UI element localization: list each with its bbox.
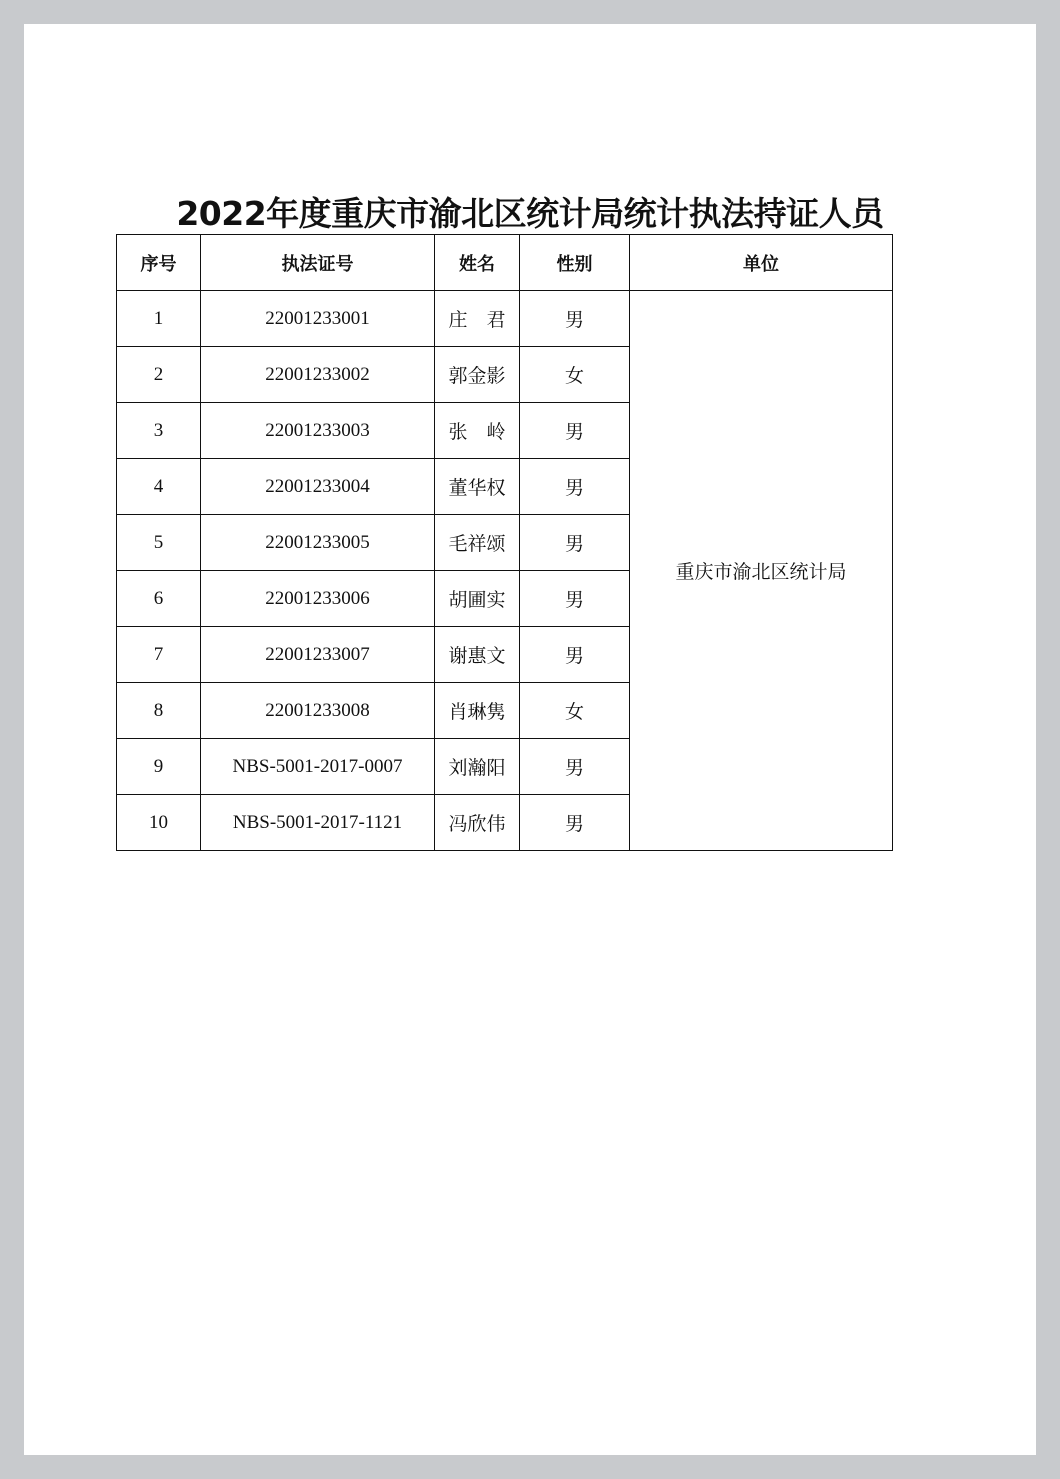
table-header-row [117, 235, 893, 291]
cell-cert-no: 22001233005 [201, 515, 435, 571]
cell-name: 肖琳隽 [435, 683, 520, 739]
cell-gender: 男 [520, 739, 630, 795]
cell-index: 5 [117, 515, 201, 571]
cell-cert-no: 22001233003 [201, 403, 435, 459]
personnel-table [116, 234, 893, 851]
cell-index: 4 [117, 459, 201, 515]
cell-cert-no: NBS-5001-2017-0007 [201, 739, 435, 795]
cell-gender: 男 [520, 627, 630, 683]
header-name: 姓名 [435, 235, 520, 291]
cell-gender: 男 [520, 515, 630, 571]
header-cert-no: 执法证号 [201, 235, 435, 291]
cell-name: 谢惠文 [435, 627, 520, 683]
table-row [117, 291, 893, 347]
cell-gender: 男 [520, 571, 630, 627]
cell-cert-no: 22001233004 [201, 459, 435, 515]
cell-name: 庄 君 [435, 291, 520, 347]
cell-cert-no: NBS-5001-2017-1121 [201, 795, 435, 851]
header-unit: 单位 [630, 235, 893, 291]
cell-gender: 男 [520, 291, 630, 347]
document-title: 2022年度重庆市渝北区统计局统计执法持证人员 [176, 194, 884, 233]
cell-index: 1 [117, 291, 201, 347]
cell-index: 8 [117, 683, 201, 739]
header-index: 序号 [117, 235, 201, 291]
cell-index: 2 [117, 347, 201, 403]
document-page [24, 24, 1036, 1455]
cell-name: 毛祥颂 [435, 515, 520, 571]
cell-name: 刘瀚阳 [435, 739, 520, 795]
cell-name: 胡圃实 [435, 571, 520, 627]
cell-unit: 重庆市渝北区统计局 [630, 291, 893, 851]
cell-gender: 男 [520, 403, 630, 459]
cell-cert-no: 22001233006 [201, 571, 435, 627]
cell-cert-no: 22001233002 [201, 347, 435, 403]
cell-gender: 女 [520, 347, 630, 403]
cell-index: 7 [117, 627, 201, 683]
cell-index: 9 [117, 739, 201, 795]
cell-index: 6 [117, 571, 201, 627]
header-gender: 性别 [520, 235, 630, 291]
cell-name: 张 岭 [435, 403, 520, 459]
cell-gender: 男 [520, 459, 630, 515]
cell-cert-no: 22001233007 [201, 627, 435, 683]
cell-gender: 女 [520, 683, 630, 739]
cell-index: 10 [117, 795, 201, 851]
cell-cert-no: 22001233001 [201, 291, 435, 347]
cell-name: 冯欣伟 [435, 795, 520, 851]
cell-index: 3 [117, 403, 201, 459]
cell-cert-no: 22001233008 [201, 683, 435, 739]
cell-gender: 男 [520, 795, 630, 851]
cell-name: 郭金影 [435, 347, 520, 403]
cell-name: 董华权 [435, 459, 520, 515]
